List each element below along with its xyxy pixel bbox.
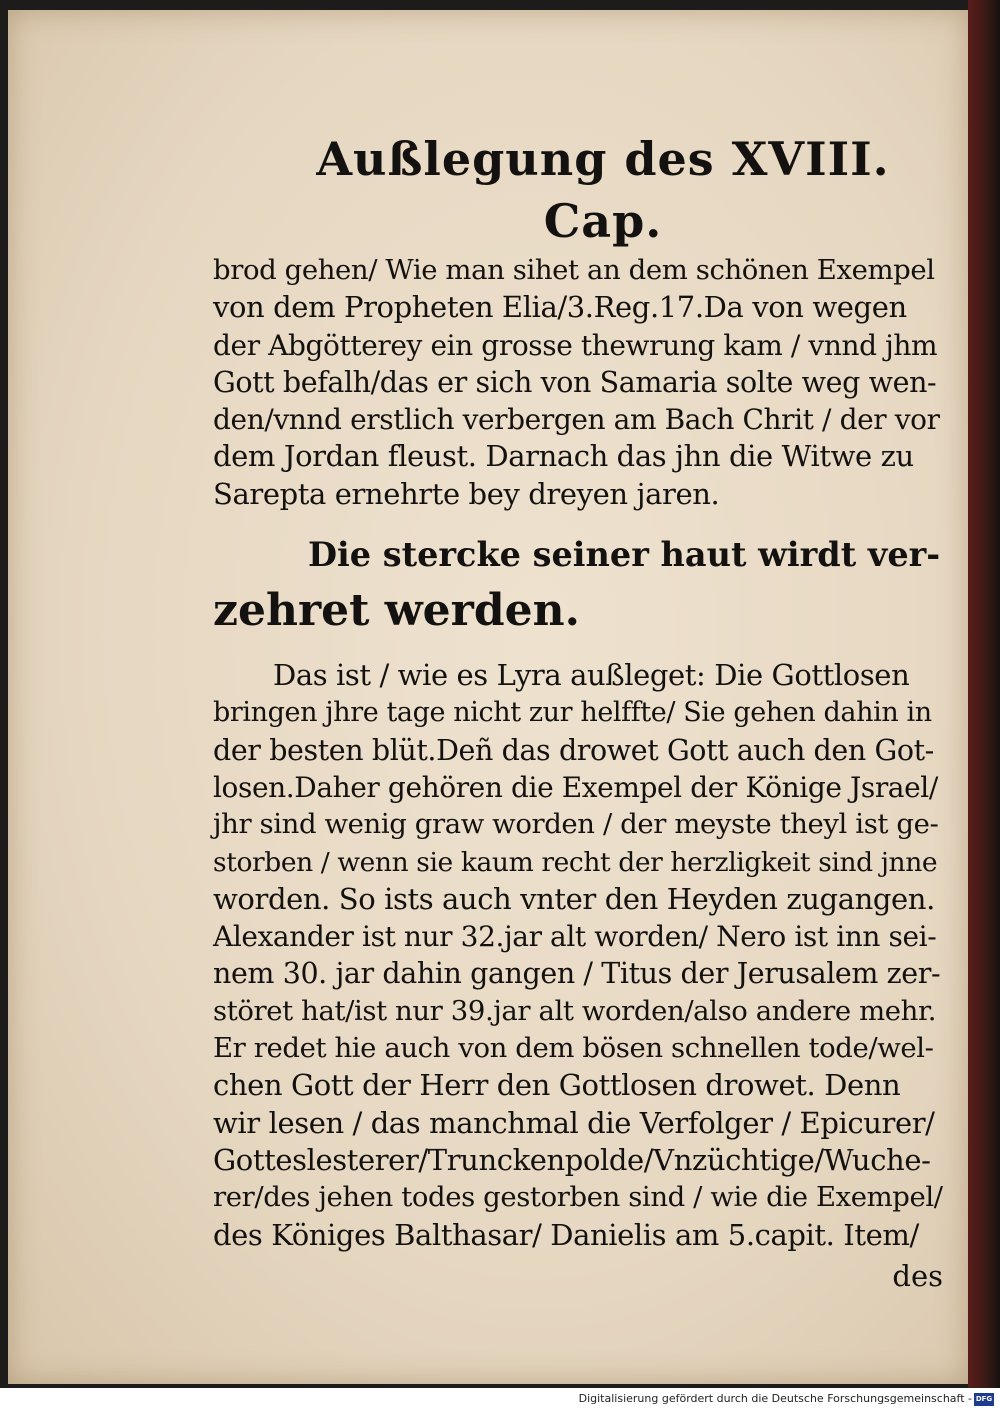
text-line: jhr sind wenig graw worden / der meyste theyl ist ge- (213, 808, 939, 841)
text-line: Gott befalh/das er sich von Samaria solte weg wen- (213, 365, 937, 399)
page-text-block (213, 128, 943, 1295)
text-line: dem Jordan fleust. Darnach das jhn die Witwe zu (213, 439, 914, 474)
text-line: Gotteslesterer/Trunckenpolde/Vnzüchtige/Wuche- (213, 1142, 931, 1177)
text-line: Er redet hie auch von dem bösen schnellen tode/wel- (213, 1032, 934, 1065)
text-line: von dem Propheten Elia/3.Reg.17.Da von wegen (213, 290, 907, 325)
text-line: Das ist / wie es Lyra außleget: Die Gottlosen (273, 658, 910, 693)
running-head: Außlegung des XVIII. Cap. (316, 132, 890, 248)
heading-line: zehret werden. (213, 585, 580, 637)
text-line: losen.Daher gehören die Exempel der Könige Jsrael/ (213, 770, 938, 804)
text-line: rer/des jehen todes gestorben sind / wie die Exempel/ (213, 1181, 943, 1214)
book-page (8, 10, 968, 1384)
book-binding-edge (968, 0, 1000, 1388)
text-line: brod gehen/ Wie man sihet an dem schönen Exempel (213, 254, 935, 286)
paragraph-1 (213, 252, 943, 513)
text-line: wir lesen / das manchmal die Verfolger / Epicurer/ (213, 1105, 935, 1140)
dfg-logo-icon: DFG (974, 1393, 994, 1406)
text-line: worden. So ists auch vnter den Heyden zugangen. (213, 881, 935, 916)
text-line: storben / wenn sie kaum recht der herzligkeit sind jnne (213, 846, 938, 878)
text-line: nem 30. jar dahin gangen / Titus der Jerusalem zer- (213, 957, 941, 991)
text-line: störet hat/ist nur 39.jar alt worden/also andere mehr. (213, 994, 937, 1027)
text-line: des Königes Balthasar/ Danielis am 5.capit. Item/ (213, 1217, 919, 1252)
text-line: bringen jhre tage nicht zur helffte/ Sie gehen dahin in (213, 697, 932, 729)
section-heading (213, 527, 943, 639)
text-line: der besten blüt.Deñ das drowet Gott auch den Got- (213, 733, 934, 767)
funding-notice: Digitalisierung gefördert durch die Deutsche Forschungsgemeinschaft - (578, 1392, 972, 1405)
text-line: Sarepta ernehrte bey dreyen jaren. (213, 476, 720, 511)
heading-line: Die stercke seiner haut wirdt ver- (308, 535, 941, 575)
catchword: des (892, 1258, 943, 1293)
text-line: chen Gott der Herr den Gottlosen drowet. Denn (213, 1068, 901, 1103)
paragraph-2 (213, 657, 943, 1254)
text-line: den/vnnd erstlich verbergen am Bach Chrit / der vor (213, 403, 940, 437)
footer-bar (0, 1388, 1000, 1411)
text-line: Alexander ist nur 32.jar alt worden/ Nero ist inn sei- (213, 920, 937, 954)
text-line: der Abgötterey ein grosse thewrung kam / vnnd jhm (213, 328, 938, 362)
